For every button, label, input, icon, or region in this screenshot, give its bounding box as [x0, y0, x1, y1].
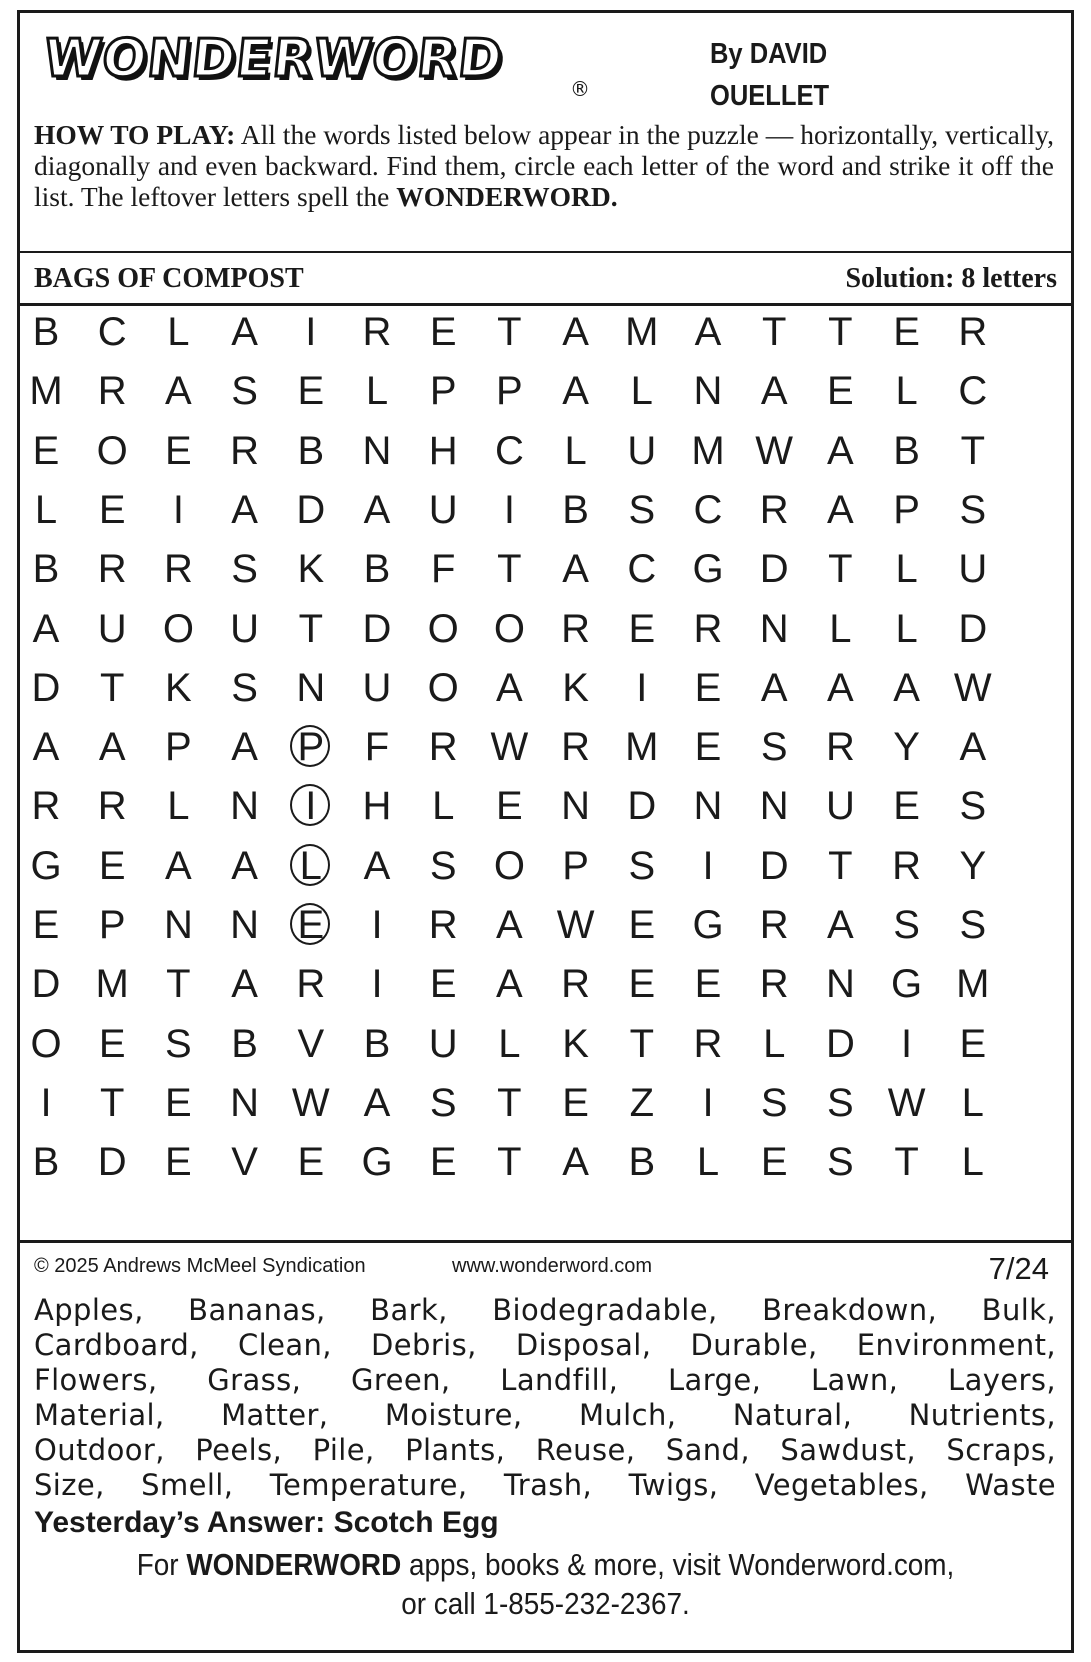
grid-letter[interactable]: E [429, 962, 457, 1007]
word-list-line: Apples, Bananas, Bark, Biodegradable, Breakdown, Bulk, [34, 1293, 1056, 1327]
grid-letter[interactable]: P [496, 369, 523, 414]
grid-letter[interactable]: N [759, 606, 789, 651]
grid-letter-circled[interactable]: P [283, 719, 339, 775]
grid-letter[interactable]: U [362, 665, 392, 710]
grid-letter[interactable]: D [31, 665, 61, 710]
grid-letter[interactable]: E [694, 725, 722, 770]
grid-letter[interactable]: R [561, 725, 591, 770]
grid-letter[interactable]: L [696, 1140, 720, 1185]
grid-letter[interactable]: O [30, 1021, 62, 1066]
grid-letter[interactable]: A [231, 962, 258, 1007]
grid-letter[interactable]: T [298, 606, 324, 651]
byline-line-2: OUELLET [710, 80, 830, 112]
grid-letter[interactable]: T [497, 547, 522, 592]
grid-letter[interactable]: Y [893, 725, 920, 770]
grid-letter[interactable]: U [428, 1021, 458, 1066]
copyright: © 2025 Andrews McMeel Syndication [34, 1255, 366, 1277]
wonderword-logo: WONDERWORD [40, 29, 506, 89]
website-url[interactable]: www.wonderword.com [452, 1255, 653, 1277]
grid-letter[interactable]: E [628, 903, 656, 947]
grid-letter[interactable]: B [628, 1140, 656, 1185]
grid-letter[interactable]: I [172, 487, 184, 532]
word-list-line: Size, Smell, Temperature, Trash, Twigs, Vegetables, Waste [34, 1468, 1056, 1502]
grid-letter[interactable]: D [958, 606, 988, 651]
grid-letter[interactable]: E [297, 369, 325, 414]
grid-letter[interactable]: R [958, 310, 988, 354]
grid-letter[interactable]: L [895, 606, 918, 651]
grid-letter[interactable]: C [627, 547, 657, 592]
grid-letter[interactable]: B [32, 310, 60, 354]
promo-line-1 [73, 1545, 1019, 1584]
grid-letter[interactable]: L [167, 784, 190, 829]
grid-letter[interactable]: W [490, 725, 529, 770]
grid-letter[interactable]: S [760, 725, 788, 770]
grid-letter[interactable]: E [32, 428, 60, 473]
grid-letter[interactable]: N [693, 369, 723, 414]
grid-letter[interactable]: A [562, 369, 589, 414]
grid-letter[interactable]: I [636, 665, 648, 710]
grid-letter[interactable]: S [429, 1080, 457, 1125]
grid-letter[interactable]: A [231, 487, 258, 532]
grid-letter[interactable]: G [891, 962, 923, 1007]
grid-letter[interactable]: T [894, 1140, 919, 1185]
grid-letter[interactable]: T [497, 1140, 522, 1185]
yesterdays-answer: Yesterday’s Answer: Scotch Egg [34, 1506, 499, 1539]
grid-letter[interactable]: F [430, 547, 456, 592]
grid-letter[interactable]: S [231, 665, 258, 710]
grid-letter[interactable]: E [98, 843, 126, 888]
grid-letter[interactable]: S [959, 487, 987, 532]
grid-letter[interactable]: T [497, 1080, 522, 1125]
grid-letter[interactable]: R [759, 487, 789, 532]
grid-letter[interactable]: N [230, 903, 260, 947]
grid-letter[interactable]: I [305, 310, 317, 354]
grid-letter-circled[interactable]: E [283, 897, 339, 953]
grid-letter[interactable]: A [363, 487, 391, 532]
grid-letter[interactable]: L [895, 547, 918, 592]
grid-letter[interactable]: L [895, 369, 918, 414]
grid-letter[interactable]: L [829, 606, 852, 651]
grid-letter[interactable]: N [561, 784, 591, 829]
grid-letter[interactable]: W [556, 903, 595, 947]
grid-letter[interactable]: E [628, 962, 656, 1007]
grid-letter[interactable]: A [496, 962, 523, 1007]
grid-letter[interactable]: P [562, 843, 589, 888]
grid-letter[interactable]: E [496, 784, 523, 829]
grid-letter[interactable]: M [625, 310, 659, 354]
how-to-play-emphasis: WONDERWORD. [396, 181, 618, 212]
grid-letter[interactable]: A [760, 665, 788, 710]
word-list-line: Cardboard, Clean, Debris, Disposal, Durable, Environment, [34, 1328, 1056, 1362]
grid-letter[interactable]: E [98, 487, 126, 532]
grid-letter[interactable]: A [760, 369, 788, 414]
grid-letter[interactable]: S [231, 369, 258, 414]
grid-letter[interactable]: R [759, 962, 789, 1007]
grid-letter[interactable]: U [230, 606, 260, 651]
grid-letter[interactable]: B [893, 428, 920, 473]
grid-letter[interactable]: E [429, 310, 457, 354]
grid-letter[interactable]: P [893, 487, 920, 532]
grid-letter[interactable]: B [562, 487, 589, 532]
grid-letter[interactable]: K [165, 665, 192, 710]
how-to-play-label: HOW TO PLAY: [34, 119, 236, 150]
grid-letter[interactable]: T [828, 843, 853, 888]
grid-letter[interactable]: D [362, 606, 392, 651]
grid-letter[interactable]: E [165, 1080, 192, 1125]
byline-line-1: By DAVID [710, 38, 828, 70]
grid-letter[interactable]: N [296, 665, 326, 710]
promo-text [73, 1545, 1019, 1623]
grid-letter[interactable]: M [691, 428, 725, 473]
grid-letter[interactable]: E [893, 310, 920, 354]
puzzle-header [20, 13, 1071, 306]
grid-letter[interactable]: E [165, 1140, 192, 1185]
promo-prefix: For [136, 1547, 187, 1582]
grid-letter[interactable]: S [628, 487, 656, 532]
grid-letter[interactable]: D [97, 1140, 127, 1185]
grid-letter[interactable]: L [630, 369, 653, 414]
grid-letter[interactable]: R [163, 547, 193, 592]
grid-letter[interactable]: L [167, 310, 190, 354]
grid-letter[interactable]: I [702, 843, 714, 888]
grid-letter[interactable]: H [428, 428, 458, 473]
grid-letter[interactable]: U [97, 606, 127, 651]
grid-letter[interactable]: C [97, 310, 127, 354]
grid-letter[interactable]: F [364, 725, 390, 770]
grid-letter[interactable]: N [230, 784, 260, 829]
puzzle-date: 7/24 [988, 1251, 1049, 1286]
grid-letter[interactable]: E [760, 1140, 788, 1185]
grid-letter[interactable]: V [231, 1140, 258, 1185]
grid-letter[interactable]: A [959, 725, 987, 770]
grid-letter[interactable]: K [562, 665, 589, 710]
grid-letter[interactable]: I [702, 1080, 714, 1125]
grid-letter[interactable]: I [371, 962, 383, 1007]
grid-letter[interactable]: L [961, 1140, 984, 1185]
grid-letter[interactable]: A [32, 725, 60, 770]
how-to-play [34, 119, 1054, 212]
grid-letter[interactable]: N [693, 784, 723, 829]
grid-letter[interactable]: D [759, 843, 789, 888]
grid-letter[interactable]: L [961, 1080, 984, 1125]
grid-letter[interactable]: E [694, 665, 722, 710]
grid-letter[interactable]: T [828, 547, 853, 592]
grid-letter[interactable]: A [363, 1080, 391, 1125]
grid-letter[interactable]: A [562, 547, 589, 592]
grid-letter[interactable]: E [827, 369, 854, 414]
grid-letter[interactable]: A [562, 310, 589, 354]
grid-letter[interactable]: W [887, 1080, 926, 1125]
grid-letter[interactable]: L [763, 1021, 786, 1066]
grid-letter[interactable]: G [30, 843, 62, 888]
grid-letter[interactable]: I [40, 1080, 52, 1125]
grid-letter[interactable]: R [693, 606, 723, 651]
grid-letter[interactable]: O [162, 606, 194, 651]
promo-line-2: or call 1-855-232-2367. [401, 1586, 690, 1621]
grid-letter[interactable]: T [497, 310, 522, 354]
grid-letter[interactable]: Z [629, 1080, 655, 1125]
grid-letter[interactable]: U [627, 428, 657, 473]
grid-letter[interactable]: D [627, 784, 657, 829]
grid-letter[interactable]: I [371, 903, 383, 947]
promo-rest: apps, books & more, visit Wonderword.com, [401, 1547, 955, 1582]
grid-letter[interactable]: R [362, 310, 392, 354]
grid-letter[interactable]: A [496, 903, 523, 947]
grid-letter[interactable]: A [165, 843, 192, 888]
grid-letter[interactable]: S [628, 843, 656, 888]
grid-letter[interactable]: N [362, 428, 392, 473]
grid-letter[interactable]: D [825, 1021, 855, 1066]
grid-letter[interactable]: W [755, 428, 794, 473]
word-list-line: Flowers, Grass, Green, Landfill, Large, Lawn, Layers, [34, 1363, 1056, 1397]
grid-letter[interactable]: O [493, 843, 525, 888]
theme-row [20, 251, 1071, 306]
grid-letter[interactable]: L [432, 784, 455, 829]
grid-letter[interactable]: A [32, 606, 60, 651]
grid-letter[interactable]: W [291, 1080, 330, 1125]
grid-letter[interactable]: M [956, 962, 990, 1007]
grid-letter[interactable]: O [493, 606, 525, 651]
grid-letter[interactable]: H [362, 784, 392, 829]
grid-letter[interactable]: S [959, 784, 987, 829]
grid-letter[interactable]: R [428, 725, 458, 770]
grid-letter[interactable]: O [96, 428, 128, 473]
grid-letter[interactable]: O [427, 665, 459, 710]
grid-letter[interactable]: E [429, 1140, 457, 1185]
grid-letter[interactable]: T [99, 665, 125, 710]
grid-letter[interactable]: A [231, 843, 258, 888]
grid-letter[interactable]: A [98, 725, 126, 770]
grid-letter[interactable]: A [893, 665, 920, 710]
grid-letter[interactable]: U [958, 547, 988, 592]
grid-letter[interactable]: V [297, 1021, 325, 1066]
grid-letter[interactable]: M [29, 369, 63, 414]
grid-letter[interactable]: E [297, 1140, 325, 1185]
grid-letter[interactable]: M [625, 725, 659, 770]
grid-letter[interactable]: D [296, 487, 326, 532]
grid-letter[interactable]: I [503, 487, 515, 532]
grid-letter[interactable]: R [97, 784, 127, 829]
grid-letter[interactable]: S [959, 903, 987, 947]
letter-grid [20, 306, 1071, 1243]
grid-letter[interactable]: A [363, 843, 391, 888]
grid-letter[interactable]: B [363, 1021, 391, 1066]
grid-letter[interactable]: I [901, 1021, 913, 1066]
promo-brand: WONDERWORD [186, 1547, 402, 1582]
grid-letter[interactable]: A [827, 428, 854, 473]
grid-letter[interactable]: W [953, 665, 992, 710]
grid-letter[interactable]: G [692, 547, 724, 592]
grid-letter[interactable]: A [827, 903, 854, 947]
grid-letter[interactable]: N [163, 903, 193, 947]
grid-letter[interactable]: L [498, 1021, 521, 1066]
grid-letter[interactable]: S [827, 1140, 854, 1185]
grid-letter[interactable]: R [230, 428, 260, 473]
grid-letter[interactable]: L [564, 428, 587, 473]
grid-letter[interactable]: B [231, 1021, 258, 1066]
grid-letter[interactable]: R [97, 547, 127, 592]
grid-letter[interactable]: L [34, 487, 58, 532]
grid-letter[interactable]: R [97, 369, 127, 414]
grid-letter[interactable]: T [99, 1080, 125, 1125]
grid-letter[interactable]: S [231, 547, 258, 592]
word-list-line: Outdoor, Peels, Pile, Plants, Reuse, Sand, Sawdust, Scraps, [34, 1433, 1056, 1467]
grid-letter[interactable]: A [496, 665, 523, 710]
grid-letter[interactable]: R [296, 962, 326, 1007]
grid-letter[interactable]: P [98, 903, 126, 947]
grid-letter[interactable]: S [893, 903, 920, 947]
word-list [34, 1293, 1056, 1503]
byline [710, 33, 829, 117]
grid-letter[interactable]: C [693, 487, 723, 532]
grid-letter[interactable]: R [561, 962, 591, 1007]
grid-letter[interactable]: R [693, 1021, 723, 1066]
puzzle-theme: BAGS OF COMPOST [34, 263, 304, 294]
grid-letter[interactable]: N [825, 962, 855, 1007]
grid-letter-circled[interactable]: I [283, 778, 339, 834]
grid-letter[interactable]: Y [959, 843, 987, 888]
puzzle-footer [20, 1243, 1071, 1650]
grid-letter[interactable]: S [827, 1080, 854, 1125]
grid-letter[interactable]: E [628, 606, 656, 651]
grid-letter[interactable]: R [892, 843, 922, 888]
grid-letter[interactable]: N [759, 784, 789, 829]
grid-letter[interactable]: S [165, 1021, 192, 1066]
grid-letter-circled[interactable]: L [283, 838, 339, 894]
grid-letter[interactable]: D [31, 962, 61, 1007]
solution-length: Solution: 8 letters [845, 263, 1057, 294]
word-list-line: Material, Matter, Moisture, Mulch, Natural, Nutrients, [34, 1398, 1056, 1432]
grid-letter[interactable]: E [694, 962, 722, 1007]
grid-letter[interactable]: U [825, 784, 855, 829]
grid-letter[interactable]: E [32, 903, 60, 947]
grid-letter[interactable]: A [165, 369, 192, 414]
grid-letter[interactable]: B [32, 1140, 60, 1185]
grid-letter[interactable]: R [825, 725, 855, 770]
grid-letter[interactable]: E [165, 428, 192, 473]
grid-letter[interactable]: E [893, 784, 920, 829]
grid-letter[interactable]: L [365, 369, 389, 414]
grid-letter[interactable]: K [562, 1021, 589, 1066]
grid-letter[interactable]: S [760, 1080, 788, 1125]
grid-letter[interactable]: E [959, 1021, 987, 1066]
grid-letter[interactable]: T [166, 962, 191, 1007]
grid-letter[interactable]: A [827, 665, 854, 710]
grid-letter[interactable]: M [95, 962, 129, 1007]
how-to-play-text: All the words listed below appear in the puzzle — horizontally, vertically, diagonally and even backward. Find them, circle each letter of the word and strike it off the list. The leftover letters spell the [34, 119, 1055, 212]
grid-letter[interactable]: G [692, 903, 724, 947]
grid-letter[interactable]: R [31, 784, 61, 829]
grid-letter[interactable]: U [428, 487, 458, 532]
grid-letter[interactable]: D [759, 547, 789, 592]
grid-letter[interactable]: T [828, 310, 853, 354]
grid-letter[interactable]: N [230, 1080, 260, 1125]
grid-letter[interactable]: T [761, 310, 787, 354]
puzzle-frame [17, 10, 1074, 1653]
grid-letter[interactable]: E [98, 1021, 126, 1066]
grid-letter[interactable]: P [429, 369, 457, 414]
grid-letter[interactable]: O [427, 606, 459, 651]
grid-letter[interactable]: T [960, 428, 986, 473]
grid-letter[interactable]: C [494, 428, 524, 473]
grid-letter[interactable]: C [958, 369, 988, 414]
grid-letter[interactable]: A [231, 310, 258, 354]
grid-letter[interactable]: S [429, 843, 457, 888]
grid-letter[interactable]: B [297, 428, 325, 473]
grid-letter[interactable]: R [759, 903, 789, 947]
grid-letter[interactable]: A [562, 1140, 589, 1185]
grid-letter[interactable]: R [561, 606, 591, 651]
grid-letter[interactable]: A [827, 487, 854, 532]
grid-letter[interactable]: B [363, 547, 391, 592]
grid-letter[interactable]: R [428, 903, 458, 947]
grid-letter[interactable]: A [694, 310, 722, 354]
grid-letter[interactable]: P [165, 725, 192, 770]
registered-mark: ® [570, 77, 590, 101]
grid-letter[interactable]: T [629, 1021, 655, 1066]
grid-letter[interactable]: K [297, 547, 325, 592]
grid-letter[interactable]: G [361, 1140, 393, 1185]
grid-letter[interactable]: B [32, 547, 60, 592]
grid-letter[interactable]: E [562, 1080, 589, 1125]
grid-letter[interactable]: A [231, 725, 258, 770]
